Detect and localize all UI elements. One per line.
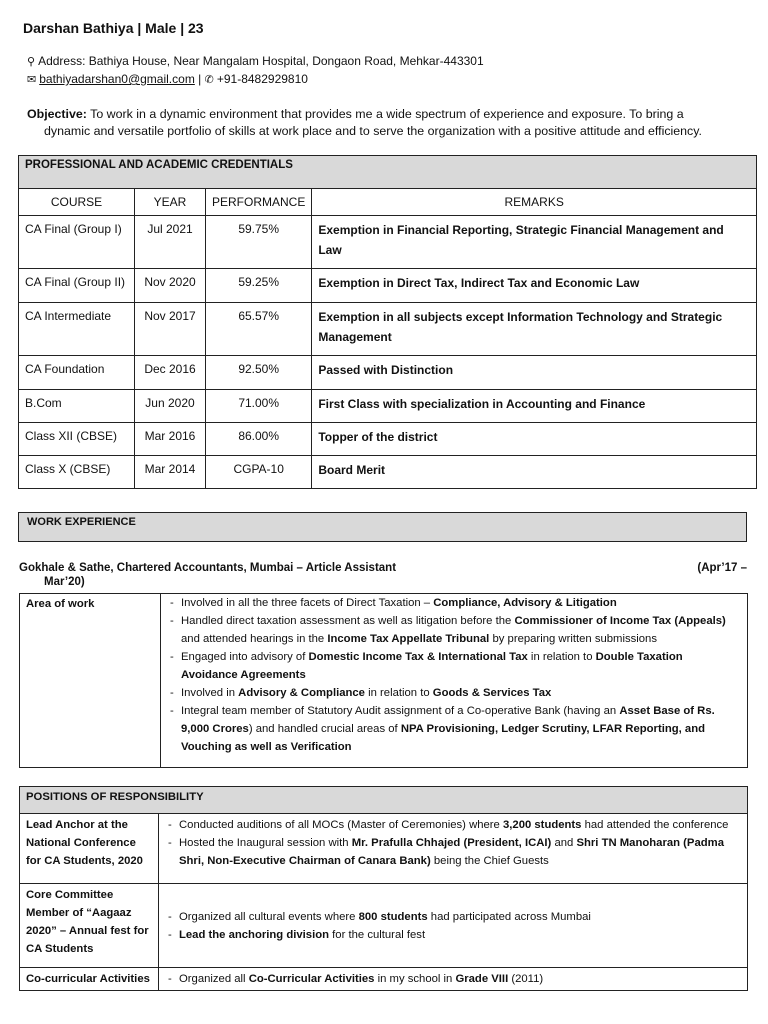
list-item: - Involved in Advisory & Compliance in relation to Goods & Services Tax: [167, 684, 741, 702]
year-cell: Mar 2014: [135, 456, 206, 489]
list-item: - Integral team member of Statutory Audit assignment of a Co-operative Bank (having an Asset Base of Rs. 9,000 Crores) and handled crucial areas of NPA Provisioning, Ledger Scrutiny, LFAR Reporting, and Vouching as well as Verification: [167, 702, 741, 756]
location-pin-icon: ⚲: [27, 56, 36, 68]
remarks-cell: Passed with Distinction: [312, 356, 757, 390]
objective-label: Objective:: [27, 107, 87, 121]
table-row: [19, 303, 757, 356]
work-points: [161, 594, 748, 768]
list-item: - Handled direct taxation assessment as well as litigation before the Commissioner of Income Tax (Appeals) and attended hearings in the Income Tax Appellate Tribunal by preparing written submissions: [167, 612, 741, 648]
phone-icon: ✆: [204, 74, 214, 86]
table-row: [19, 216, 757, 269]
position-points: [159, 884, 748, 968]
course-cell: Class X (CBSE): [19, 456, 135, 489]
col-header-remarks: REMARKS: [312, 189, 757, 216]
area-of-work-label: Area of work: [20, 594, 161, 768]
work-experience-banner: [18, 512, 747, 542]
table-row: [19, 423, 757, 456]
remarks-cell: Board Merit: [312, 456, 757, 489]
list-item: - Hosted the Inaugural session with Mr. Prafulla Chhajed (President, ICAI) and Shri TN Manoharan (Padma Shri, Non-Executive Chairman of Canara Bank) being the Chief Guests: [165, 834, 741, 870]
performance-cell: 59.75%: [206, 216, 312, 269]
performance-cell: 86.00%: [206, 423, 312, 456]
work-table: [19, 593, 748, 768]
candidate-name: Darshan Bathiya | Male | 23: [23, 20, 204, 36]
objective-block: [27, 106, 741, 140]
col-header-year: YEAR: [135, 189, 206, 216]
table-row: [19, 356, 757, 390]
position-label: Co-curricular Activities: [20, 968, 159, 991]
remarks-cell: First Class with specialization in Accounting and Finance: [312, 390, 757, 423]
email-link[interactable]: bathiyadarshan0@gmail.com: [39, 72, 195, 86]
contact-separator: |: [194, 72, 205, 86]
year-cell: Dec 2016: [135, 356, 206, 390]
year-cell: Jun 2020: [135, 390, 206, 423]
address-text: Address: Bathiya House, Near Mangalam Hospital, Dongaon Road, Mehkar-443301: [38, 54, 484, 68]
work-period-start: (Apr’17 –: [697, 562, 747, 574]
list-item: - Involved in all the three facets of Direct Taxation – Compliance, Advisory & Litigation: [167, 594, 741, 612]
address-line: [27, 54, 484, 68]
year-cell: Jul 2021: [135, 216, 206, 269]
envelope-icon: ✉: [27, 74, 37, 86]
positions-table: [19, 786, 748, 991]
performance-cell: 92.50%: [206, 356, 312, 390]
remarks-cell: Exemption in Direct Tax, Indirect Tax and Economic Law: [312, 269, 757, 303]
credentials-table: [18, 155, 757, 489]
objective-line-1: To work in a dynamic environment that provides me a wide spectrum of experience and exposure. To bring a: [86, 107, 684, 121]
course-cell: Class XII (CBSE): [19, 423, 135, 456]
table-row: [19, 456, 757, 489]
table-row: [19, 390, 757, 423]
remarks-cell: Exemption in all subjects except Information Technology and Strategic Management: [312, 303, 757, 356]
col-header-performance: PERFORMANCE: [206, 189, 312, 216]
work-firm: Gokhale & Sathe, Chartered Accountants, Mumbai – Article Assistant: [19, 562, 397, 574]
list-item: - Engaged into advisory of Domestic Income Tax & International Tax in relation to Double Taxation Avoidance Agreements: [167, 648, 741, 684]
table-row: [20, 968, 748, 991]
contact-line: [27, 72, 308, 86]
course-cell: CA Foundation: [19, 356, 135, 390]
year-cell: Nov 2020: [135, 269, 206, 303]
performance-cell: 59.25%: [206, 269, 312, 303]
position-points: [159, 814, 748, 884]
col-header-course: COURSE: [19, 189, 135, 216]
performance-cell: CGPA-10: [206, 456, 312, 489]
year-cell: Nov 2017: [135, 303, 206, 356]
table-row: [20, 884, 748, 968]
table-row: [19, 269, 757, 303]
work-period-end: Mar’20): [44, 576, 85, 588]
remarks-cell: Topper of the district: [312, 423, 757, 456]
remarks-cell: Exemption in Financial Reporting, Strategic Financial Management and Law: [312, 216, 757, 269]
position-points: [159, 968, 748, 991]
positions-title: POSITIONS OF RESPONSIBILITY: [20, 787, 748, 814]
course-cell: CA Final (Group II): [19, 269, 135, 303]
position-label: Lead Anchor at the National Conference for CA Students, 2020: [20, 814, 159, 884]
phone-text: +91-8482929810: [216, 72, 308, 86]
list-item: - Organized all cultural events where 800 students had participated across Mumbai: [165, 908, 741, 926]
credentials-title: PROFESSIONAL AND ACADEMIC CREDENTIALS: [19, 156, 757, 189]
position-label: Core Committee Member of “Aagaaz 2020” – Annual fest for CA Students: [20, 884, 159, 968]
course-cell: CA Intermediate: [19, 303, 135, 356]
list-item: - Conducted auditions of all MOCs (Master of Ceremonies) where 3,200 students had attended the conference: [165, 816, 741, 834]
performance-cell: 71.00%: [206, 390, 312, 423]
list-item: - Lead the anchoring division for the cultural fest: [165, 926, 741, 944]
work-firm-heading: [19, 562, 749, 588]
course-cell: CA Final (Group I): [19, 216, 135, 269]
list-item: - Organized all Co-Curricular Activities in my school in Grade VIII (2011): [165, 970, 741, 988]
year-cell: Mar 2016: [135, 423, 206, 456]
objective-line-2: dynamic and versatile portfolio of skills at work place and to serve the organization with a positive attitude and efficiency.: [44, 124, 702, 138]
performance-cell: 65.57%: [206, 303, 312, 356]
work-experience-title: WORK EXPERIENCE: [27, 516, 136, 528]
table-row: [20, 814, 748, 884]
course-cell: B.Com: [19, 390, 135, 423]
